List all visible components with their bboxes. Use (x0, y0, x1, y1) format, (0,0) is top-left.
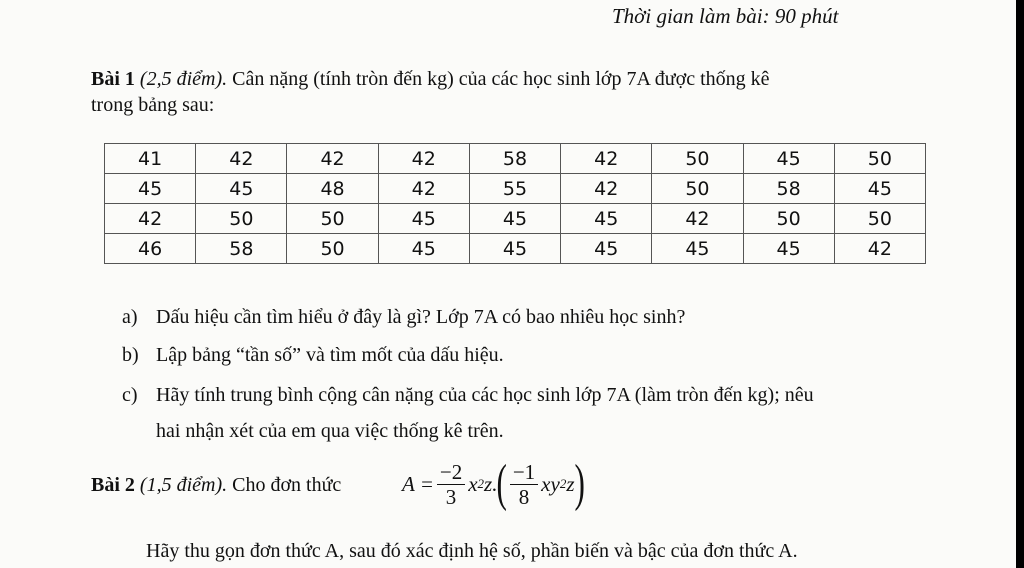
bai2-points: (1,5 điểm). (139, 474, 228, 496)
table-cell: 42 (196, 144, 287, 174)
table-cell: 45 (561, 234, 652, 264)
table-cell: 50 (287, 204, 378, 234)
fraction-1 (437, 460, 465, 509)
formula-term1: x (468, 471, 478, 496)
fraction-2-denominator: 8 (518, 484, 530, 509)
table-cell: 41 (105, 144, 196, 174)
question-a-text: Dấu hiệu cần tìm hiểu ở đây là gì? Lớp 7A có bao nhiêu học sinh? (156, 306, 686, 328)
table-cell: 45 (652, 234, 743, 264)
right-paren: ) (573, 455, 585, 512)
table-cell: 42 (105, 204, 196, 234)
bai1-text-line2: trong bảng sau: (91, 94, 215, 116)
question-a-label: a) (122, 306, 138, 328)
table-cell: 42 (378, 174, 469, 204)
monomial-formula (402, 444, 584, 524)
table-row (105, 204, 926, 234)
table-cell: 50 (834, 204, 925, 234)
table-cell: 42 (834, 234, 925, 264)
question-b (122, 342, 504, 368)
table-cell: 45 (196, 174, 287, 204)
fraction-2-numerator: −1 (510, 460, 538, 485)
formula-exp1: 2 (477, 476, 485, 491)
table-cell: 42 (561, 174, 652, 204)
question-b-text: Lập bảng “tần số” và tìm mốt của dấu hiệu. (156, 344, 504, 366)
table-cell: 45 (105, 174, 196, 204)
table-row (105, 174, 926, 204)
table-cell: 45 (378, 204, 469, 234)
formula-term1b: z. (484, 471, 498, 496)
bai2-task: Hãy thu gọn đơn thức A, sau đó xác định hệ số, phần biến và bậc của đơn thức A. (146, 540, 798, 562)
table-cell: 42 (561, 144, 652, 174)
question-c-label: c) (122, 384, 138, 406)
formula-lhs: A = (402, 471, 434, 496)
left-paren: ( (496, 455, 508, 512)
weights-table (104, 143, 926, 264)
fraction-1-denominator: 3 (445, 484, 457, 509)
bai1-label: Bài 1 (91, 68, 135, 90)
table-cell: 55 (469, 174, 560, 204)
bai2-intro (91, 472, 341, 498)
table-cell: 50 (196, 204, 287, 234)
table-row (105, 144, 926, 174)
question-c (122, 382, 952, 408)
table-cell: 45 (743, 234, 834, 264)
fraction-2 (510, 460, 538, 509)
table-cell: 50 (287, 234, 378, 264)
table-cell: 42 (652, 204, 743, 234)
bai1-intro (91, 66, 951, 118)
question-b-label: b) (122, 344, 139, 366)
question-a (122, 304, 685, 330)
table-cell: 50 (834, 144, 925, 174)
question-c-continuation: hai nhận xét của em qua việc thống kê trên. (156, 420, 504, 442)
table-cell: 50 (652, 144, 743, 174)
formula-exp2: 2 (559, 476, 567, 491)
question-c-text: Hãy tính trung bình cộng cân nặng của các học sinh lớp 7A (làm tròn đến kg); nêu (156, 384, 814, 406)
table-cell: 48 (287, 174, 378, 204)
fraction-1-numerator: −2 (437, 460, 465, 485)
table-row (105, 234, 926, 264)
bai1-points: (2,5 điểm). (139, 68, 228, 90)
exam-time: Thời gian làm bài: 90 phút (612, 4, 839, 28)
table-cell: 45 (469, 234, 560, 264)
table-cell: 45 (378, 234, 469, 264)
bai2-intro-text: Cho đơn thức (227, 474, 342, 496)
table-cell: 42 (287, 144, 378, 174)
table-cell: 50 (652, 174, 743, 204)
table-cell: 58 (196, 234, 287, 264)
formula-term2b: z (566, 471, 575, 496)
formula-term2: xy (541, 471, 560, 496)
table-cell: 45 (834, 174, 925, 204)
table-cell: 46 (105, 234, 196, 264)
table-cell: 45 (561, 204, 652, 234)
table-cell: 42 (378, 144, 469, 174)
table-cell: 45 (469, 204, 560, 234)
table-cell: 58 (743, 174, 834, 204)
bai1-text-line1: Cân nặng (tính tròn đến kg) của các học sinh lớp 7A được thống kê (227, 68, 770, 90)
bai2-label: Bài 2 (91, 474, 135, 496)
table-cell: 58 (469, 144, 560, 174)
table-cell: 50 (743, 204, 834, 234)
table-cell: 45 (743, 144, 834, 174)
